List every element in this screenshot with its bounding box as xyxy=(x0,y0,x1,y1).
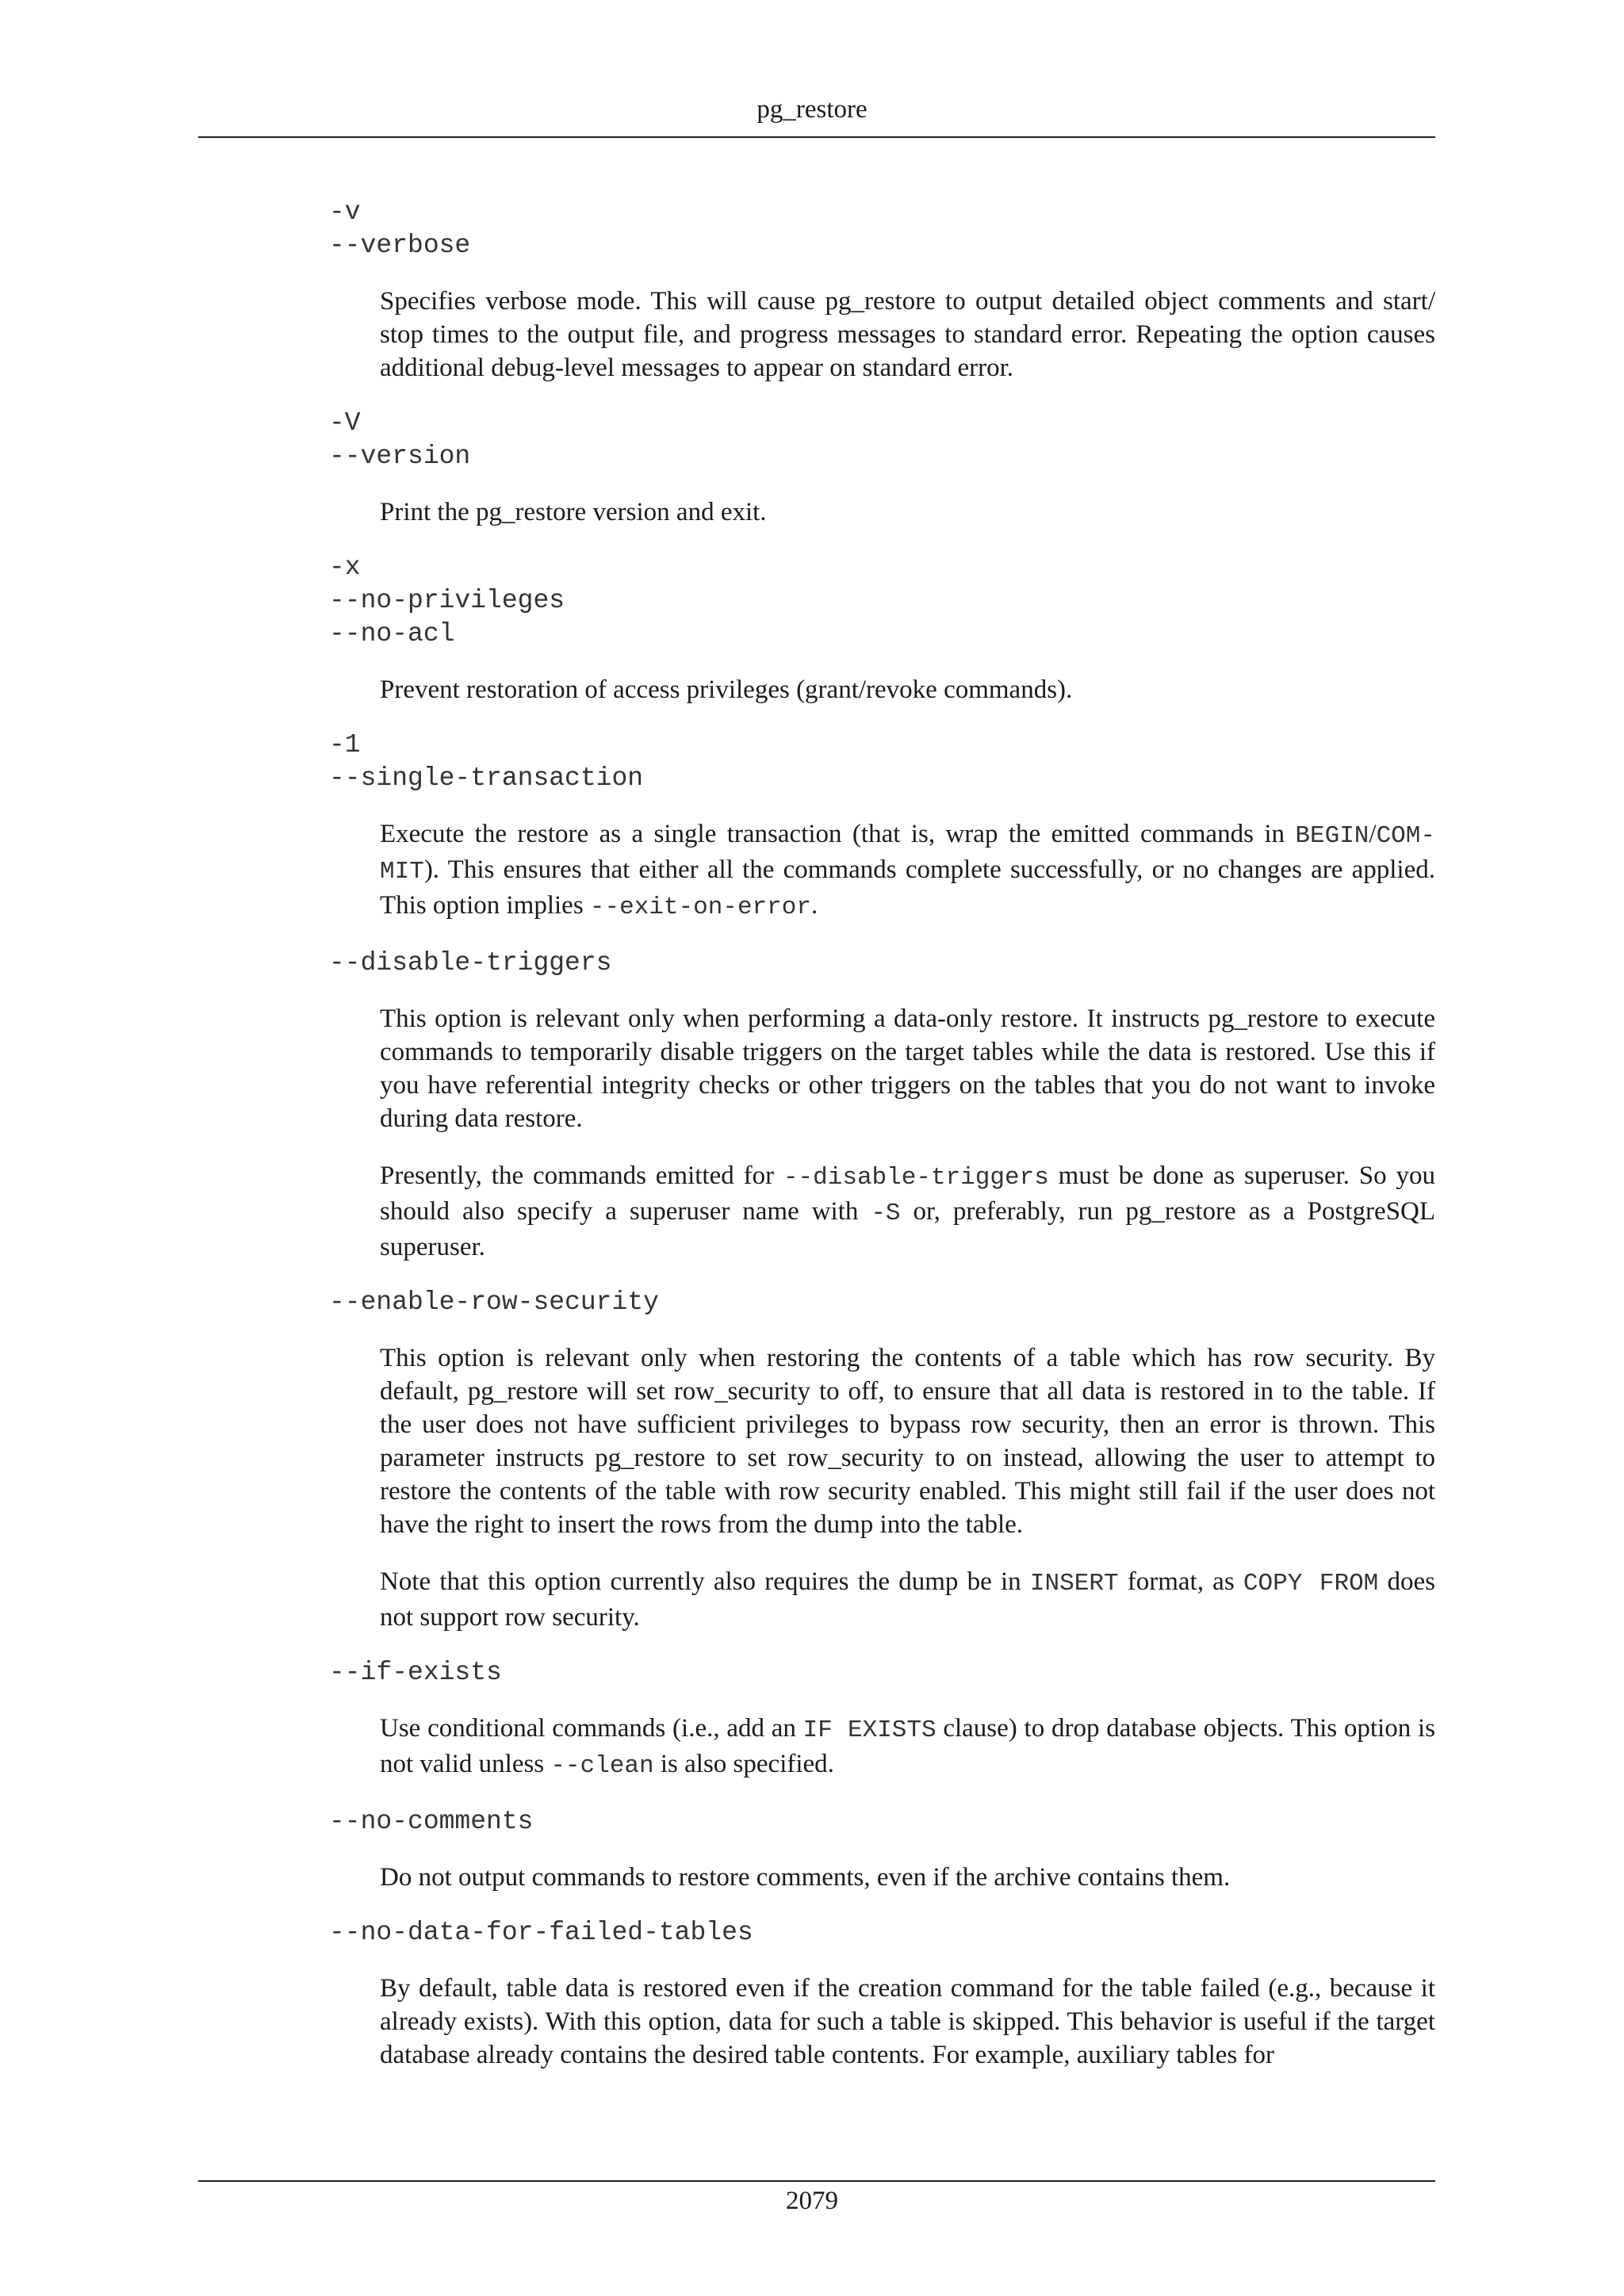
description-text: must be done as superuser. So you should also specify a superuser name with xyxy=(380,1161,1435,1226)
option-description xyxy=(380,1861,1435,1894)
description-text: By default, table data is restored even if the creation command for the table failed (e.g., because it already exists). With this option, data for such a table is skipped. This behavior is useful if the target database already contains the desired table contents. For example, auxiliary tables for xyxy=(380,1974,1435,2069)
option-description xyxy=(380,285,1435,385)
description-text: is also specified. xyxy=(653,1750,834,1778)
header-rule xyxy=(198,136,1435,138)
inline-code: --disable-triggers xyxy=(783,1164,1049,1192)
description-text: / xyxy=(1369,820,1377,848)
description-text: Use conditional commands (i.e., add an xyxy=(380,1714,803,1743)
option-description xyxy=(380,673,1435,706)
description-text: format, as xyxy=(1118,1567,1243,1596)
option-entry xyxy=(329,1286,1435,1634)
inline-code: COM-MIT xyxy=(380,822,1435,886)
option-flag: -x xyxy=(329,553,361,582)
option-flag: --no-acl xyxy=(329,619,455,649)
option-terms xyxy=(329,196,1435,262)
option-flag: --verbose xyxy=(329,231,471,260)
inline-code: IF EXISTS xyxy=(802,1716,936,1744)
option-description xyxy=(380,1972,1435,2072)
option-entry xyxy=(329,407,1435,529)
description-text: Specifies verbose mode. This will cause pg_restore to output detailed object comments and start/ stop times to the output file, and progress messages to standard error. Repeating the option causes additional debug-level messages to appear on standard error. xyxy=(380,287,1435,382)
option-flag: --no-comments xyxy=(329,1807,534,1836)
description-text: does not support row security. xyxy=(380,1567,1436,1632)
inline-code: BEGIN xyxy=(1295,822,1369,850)
description-text: Presently, the commands emitted for xyxy=(380,1161,783,1190)
description-text: This option is relevant only when restoring the contents of a table which has row security. By default, pg_restore will set row_security to off, to ensure that all data is restored in to the table. If the user does not have sufficient privileges to bypass row security, then an error is thrown. This parameter instructs pg_restore to set row_security to on instead, allowing the user to attempt to restore the contents of the table with row security enabled. This might still fail if the user does not have the right to insert the rows from the dump into the table. xyxy=(380,1344,1435,1539)
option-entry xyxy=(329,1805,1435,1894)
description-text: Do not output commands to restore comments, even if the archive contains them. xyxy=(380,1863,1231,1892)
inline-code: COPY FROM xyxy=(1243,1570,1379,1598)
description-text: Note that this option currently also requires the dump be in xyxy=(380,1567,1030,1596)
option-description xyxy=(380,1565,1435,1634)
option-entry xyxy=(329,551,1435,706)
option-flag: --single-transaction xyxy=(329,763,644,793)
inline-code: --exit-on-error xyxy=(589,894,811,921)
option-terms xyxy=(329,1805,1435,1839)
option-description xyxy=(380,817,1435,924)
description-text: Execute the restore as a single transaction (that is, wrap the emitted commands in xyxy=(380,820,1296,848)
option-description xyxy=(380,1341,1435,1541)
inline-code: -S xyxy=(871,1200,901,1227)
option-flag: --if-exists xyxy=(329,1658,502,1687)
option-entry xyxy=(329,196,1435,385)
option-entry xyxy=(329,729,1435,924)
option-flag: --no-data-for-failed-tables xyxy=(329,1918,753,1947)
page-header-title: pg_restore xyxy=(756,95,868,124)
option-flag: --disable-triggers xyxy=(329,948,612,978)
inline-code: INSERT xyxy=(1029,1570,1119,1598)
option-terms xyxy=(329,1656,1435,1689)
option-description xyxy=(380,496,1435,529)
option-terms xyxy=(329,1916,1435,1950)
option-entry xyxy=(329,947,1435,1264)
option-flag: --version xyxy=(329,442,471,471)
footer-rule xyxy=(198,2180,1435,2182)
description-text: ). This ensures that either all the commands complete successfully, or no changes are applied. This option implies xyxy=(380,855,1435,920)
description-text: . xyxy=(810,891,818,920)
description-text: This option is relevant only when performing a data-only restore. It instructs pg_restore to execute commands to temporarily disable triggers on the target tables while the data is restored. Use this if you have referential integrity checks or other triggers on the tables that you do not want to invoke during data restore. xyxy=(380,1004,1435,1133)
option-description xyxy=(380,1002,1435,1135)
option-flag: -v xyxy=(329,197,361,227)
inline-code: --clean xyxy=(550,1752,654,1780)
option-terms xyxy=(329,1286,1435,1319)
description-text: or, preferably, run pg_restore as a PostgreSQL superuser. xyxy=(380,1197,1435,1261)
option-flag: --enable-row-security xyxy=(329,1288,659,1317)
option-description xyxy=(380,1712,1435,1783)
option-flag: -1 xyxy=(329,730,361,760)
option-description xyxy=(380,1159,1435,1264)
option-flag: --no-privileges xyxy=(329,586,565,615)
option-entry xyxy=(329,1916,1435,2072)
option-list xyxy=(329,196,1435,2072)
option-terms xyxy=(329,729,1435,795)
option-terms xyxy=(329,551,1435,651)
option-entry xyxy=(329,1656,1435,1783)
description-text: clause) to drop database objects. This option is not valid unless xyxy=(380,1714,1435,1778)
option-terms xyxy=(329,947,1435,980)
description-text: Prevent restoration of access privileges (grant/revoke commands). xyxy=(380,675,1073,704)
description-text: Print the pg_restore version and exit. xyxy=(380,498,767,526)
option-flag: -V xyxy=(329,408,361,438)
page-number: 2079 xyxy=(786,2187,838,2215)
option-terms xyxy=(329,407,1435,473)
